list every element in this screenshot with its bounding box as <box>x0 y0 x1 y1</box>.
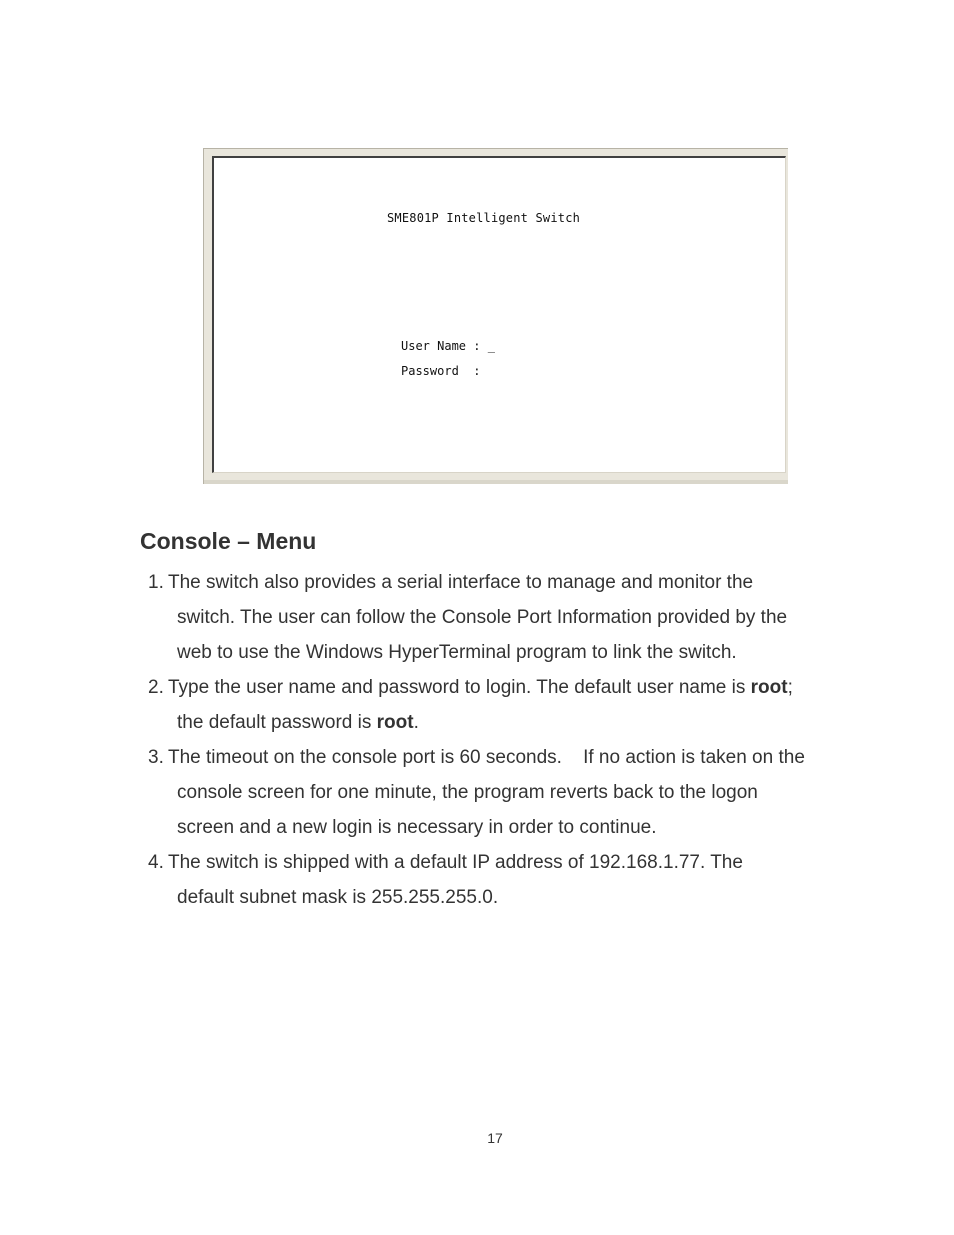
password-prompt: Password : <box>401 364 481 378</box>
terminal-title: SME801P Intelligent Switch <box>387 211 581 225</box>
page-number: 17 <box>487 1130 503 1146</box>
instructions-list <box>148 565 858 915</box>
list-item-line: The switch is shipped with a default IP address of 192.168.1.77. The <box>168 852 743 873</box>
window-bottom-strip <box>204 480 788 484</box>
console-login-screenshot <box>203 148 788 484</box>
list-item <box>148 845 858 915</box>
default-username-value: root <box>750 677 788 698</box>
list-item-number: 3. <box>148 747 164 768</box>
terminal-window <box>212 156 786 473</box>
default-password-value: root <box>376 712 414 733</box>
list-item-line: web to use the Windows HyperTerminal program to link the switch. <box>177 642 737 663</box>
text-fragment: Type the user name and password to login. The default user name is <box>168 677 751 698</box>
list-item-line <box>168 670 858 705</box>
list-item-line: The timeout on the console port is 60 seconds. If no action is taken on the <box>168 747 805 768</box>
text-fragment: the default password is <box>177 712 377 733</box>
text-fragment: ; <box>787 677 793 698</box>
list-item-number: 4. <box>148 852 164 873</box>
list-item-line: The switch also provides a serial interface to manage and monitor the <box>168 572 754 593</box>
list-item <box>148 740 858 845</box>
list-item <box>148 670 858 740</box>
list-item-line: default subnet mask is 255.255.255.0. <box>177 887 499 908</box>
list-item <box>148 565 858 670</box>
section-heading: Console – Menu <box>140 528 317 554</box>
list-item-line: console screen for one minute, the program reverts back to the logon <box>177 782 758 803</box>
list-item-line <box>177 705 858 740</box>
user-name-prompt: User Name : _ <box>401 339 495 353</box>
text-fragment: . <box>413 712 419 733</box>
list-item-number: 1. <box>148 572 164 593</box>
list-item-line: switch. The user can follow the Console Port Information provided by the <box>177 607 788 628</box>
list-item-number: 2. <box>148 677 164 698</box>
list-item-line: screen and a new login is necessary in order to continue. <box>177 817 657 838</box>
